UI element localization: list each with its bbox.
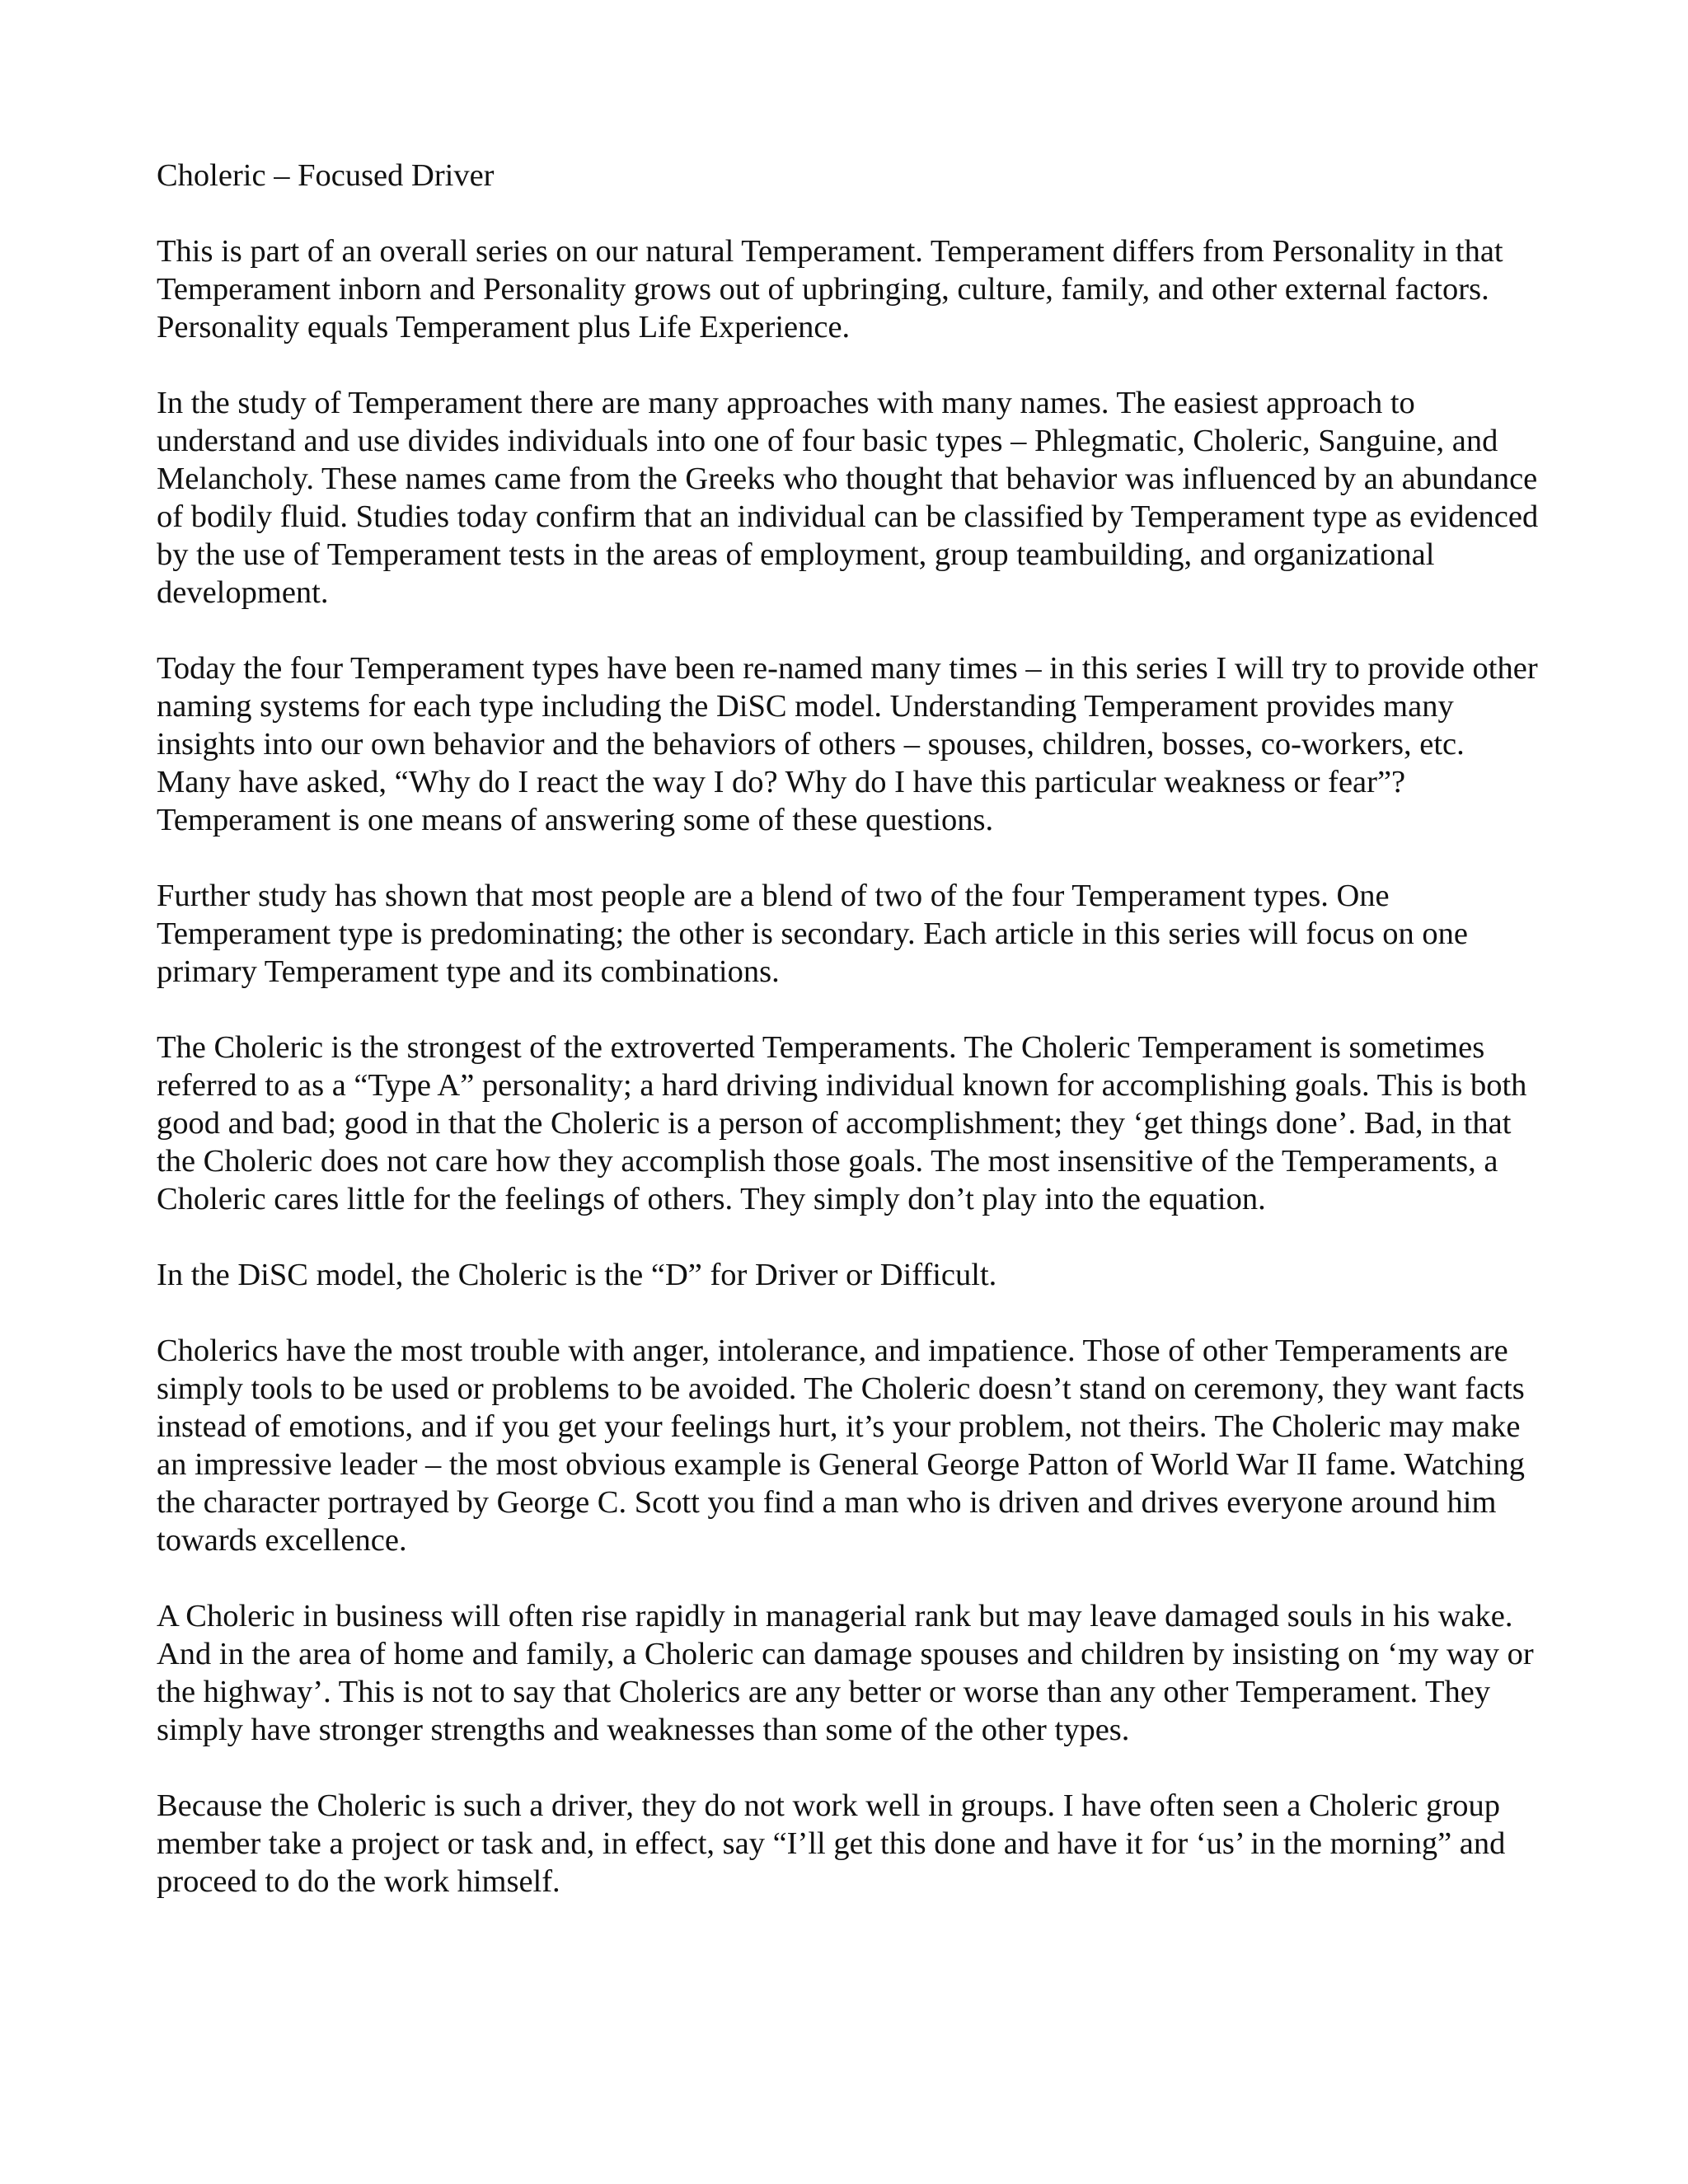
paragraph-renamed-types: Today the four Temperament types have been re-named many times – in this series I will try to provide other naming systems for each type including the DiSC model. Understanding Temperament provides many insights into our own behavior and the behaviors of others – spouses, children, bosses, co-workers, etc. Many have asked, “Why do I react the way I do? Why do I have this particular weakness or fear”? Temperament is one means of answering some of these questions. [157,651,1538,837]
paragraph-business-family: A Choleric in business will often rise rapidly in managerial rank but may leave damaged souls in his wake. And in the area of home and family, a Choleric can damage spouses and children by insisting on ‘my way or the highway’. This is not to say that Cholerics are any better or worse than any other Temperament. They simply have stronger strengths and weaknesses than some of the other types. [157,1599,1534,1747]
paragraph-anger-intolerance: Cholerics have the most trouble with anger, intolerance, and impatience. Those of other Temperaments are simply tools to be used or problems to be avoided. The Choleric doesn’t stand on ceremony, they want facts instead of emotions, and if you get your feelings hurt, it’s your problem, not theirs. The Choleric may make an impressive leader – the most obvious example is General George Patton of World War II fame. Watching the character portrayed by George C. Scott you find a man who is driven and drives everyone around him towards excellence. [157,1333,1526,1558]
document-title: Choleric – Focused Driver [157,158,495,193]
document-page [157,157,1541,1938]
paragraph-four-types: In the study of Temperament there are many approaches with many names. The easiest approach to understand and use divides individuals into one of four basic types – Phlegmatic, Choleric, Sanguine, and Melancholy. These names came from the Greeks who thought that behavior was influenced by an abundance of bodily fluid. Studies today confirm that an individual can be classified by Temperament type as evidenced by the use of Temperament tests in the areas of employment, group teambuilding, and organizational development. [157,386,1539,610]
paragraph-groups: Because the Choleric is such a driver, they do not work well in groups. I have often seen a Choleric group member take a project or task and, in effect, say “I’ll get this done and have it for ‘us’ in the morning” and proceed to do the work himself. [157,1788,1506,1899]
paragraph-intro-series: This is part of an overall series on our natural Temperament. Temperament differs from Personality in that Temperament inborn and Personality grows out of upbringing, culture, family, and other external factors. Personality equals Temperament plus Life Experience. [157,234,1503,344]
paragraph-disc-model: In the DiSC model, the Choleric is the “D” for Driver or Difficult. [157,1258,997,1292]
paragraph-blend: Further study has shown that most people are a blend of two of the four Temperament types. One Temperament type is predominating; the other is secondary. Each article in this series will focus on one primary Temperament type and its combinations. [157,879,1469,989]
paragraph-choleric-strongest: The Choleric is the strongest of the extroverted Temperaments. The Choleric Temperament is sometimes referred to as a “Type A” personality; a hard driving individual known for accomplishing goals. This is both good and bad; good in that the Choleric is a person of accomplishment; they ‘get things done’. Bad, in that the Choleric does not care how they accomplish those goals. The most insensitive of the Temperaments, a Choleric cares little for the feelings of others. They simply don’t play into the equation. [157,1030,1527,1216]
